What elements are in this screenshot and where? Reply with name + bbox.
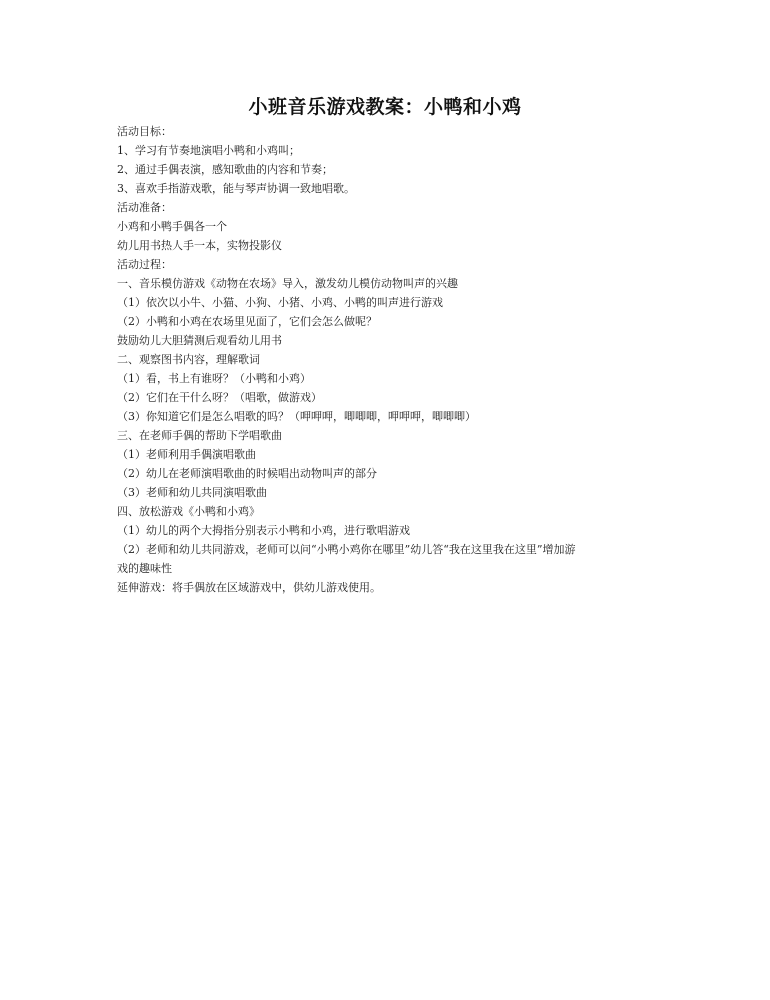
- text-line: （1）幼儿的两个大拇指分别表示小鸭和小鸡，进行歌唱游戏: [117, 524, 410, 537]
- text-line-wrapped-1: （2）老师和幼儿共同游戏，老师可以问“小鸭小鸡你在哪里”幼儿答“我在这里我在这里”增加游: [117, 543, 576, 556]
- text-line: 3、喜欢手指游戏歌，能与琴声协调一致地唱歌。: [117, 182, 355, 195]
- text-line: （1）依次以小牛、小猫、小狗、小猪、小鸡、小鸭的叫声进行游戏: [117, 296, 443, 309]
- text-line: 一、音乐模仿游戏《动物在农场》导入，激发幼儿模仿动物叫声的兴趣: [117, 277, 458, 290]
- text-line: 活动目标：: [117, 125, 172, 138]
- text-line: 活动准备：: [117, 201, 172, 214]
- text-line: 2、通过手偶表演，感知歌曲的内容和节奏；: [117, 163, 333, 176]
- text-line: （3）你知道它们是怎么唱歌的吗？（呷呷呷，唧唧唧，呷呷呷，唧唧唧）: [117, 410, 476, 423]
- text-line: 鼓励幼儿大胆猜测后观看幼儿用书: [117, 334, 282, 347]
- text-line-wrapped-2: 戏的趣味性: [117, 562, 172, 575]
- text-line: 活动过程：: [117, 258, 172, 271]
- document-body: [117, 122, 662, 597]
- text-line-final: 延伸游戏：将手偶放在区域游戏中，供幼儿游戏使用。: [117, 581, 381, 594]
- text-line: （2）幼儿在老师演唱歌曲的时候唱出动物叫声的部分: [117, 467, 377, 480]
- text-line: （1）看，书上有谁呀？（小鸭和小鸡）: [117, 372, 311, 385]
- text-line: 1、学习有节奏地演唱小鸭和小鸡叫；: [117, 144, 300, 157]
- text-line: （2）小鸭和小鸡在农场里见面了，它们会怎么做呢？: [117, 315, 377, 328]
- text-line: （3）老师和幼儿共同演唱歌曲: [117, 486, 267, 499]
- text-line: 二、观察图书内容，理解歌词: [117, 353, 260, 366]
- text-line: 小鸡和小鸭手偶各一个: [117, 220, 227, 233]
- text-line: 三、在老师手偶的帮助下学唱歌曲: [117, 429, 282, 442]
- text-line: 幼儿用书热人手一本，实物投影仪: [117, 239, 282, 252]
- text-line: 四、放松游戏《小鸭和小鸡》: [117, 505, 260, 518]
- text-line: （2）它们在干什么呀？（唱歌，做游戏）: [117, 391, 322, 404]
- text-line: （1）老师利用手偶演唱歌曲: [117, 448, 256, 461]
- document-title: 小班音乐游戏教案：小鸭和小鸡: [248, 96, 522, 118]
